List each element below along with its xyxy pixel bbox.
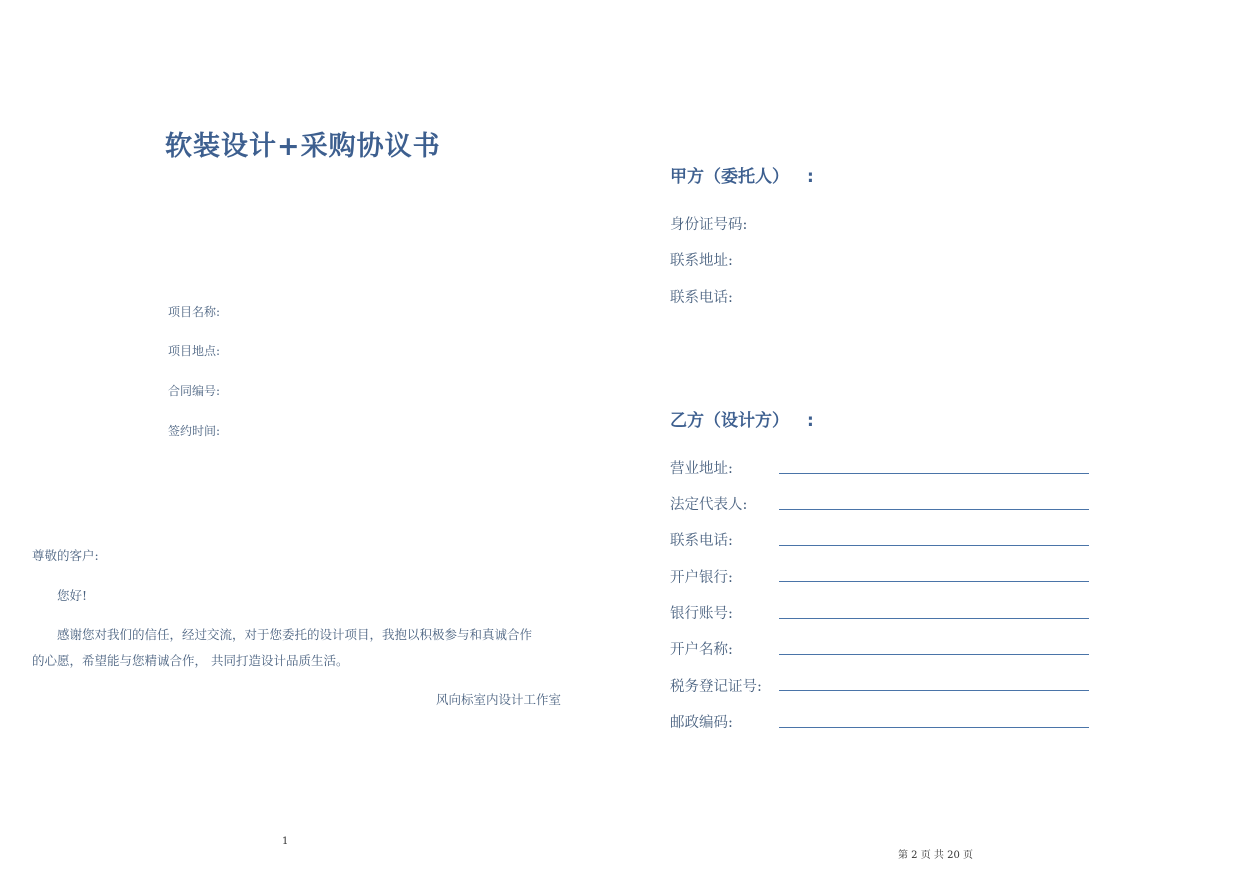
party-a-address-label: 联系地址: <box>670 253 733 269</box>
party-b-account-name-label: 开户名称: <box>670 642 733 658</box>
document-title: 软装设计+采购协议书 <box>165 131 441 162</box>
party-b-business-address-label: 营业地址: <box>670 461 733 477</box>
party-b-postcode-label: 邮政编码: <box>670 715 733 731</box>
party-b-tax-reg-label: 税务登记证号: <box>670 679 762 695</box>
project-location-label: 项目地点: <box>168 344 221 358</box>
party-b-heading <box>670 406 814 431</box>
party-b-account-name-line[interactable] <box>779 654 1089 655</box>
signing-date-label: 签约时间: <box>168 424 221 438</box>
contract-number-label: 合同编号: <box>168 384 221 398</box>
party-a-colon: : <box>807 167 814 187</box>
letter-body-line-1: 感谢您对我们的信任，经过交流，对于您委托的设计项目，我抱以积极参与和真诚合作 <box>57 627 533 642</box>
party-b-bank-line[interactable] <box>779 581 1089 582</box>
page-footer-right: 第 2 页 共 20 页 <box>898 850 973 861</box>
party-a-heading-text: 甲方（委托人） <box>670 167 789 187</box>
salutation: 尊敬的客户: <box>32 548 99 563</box>
party-b-account-label: 银行账号: <box>670 606 733 622</box>
letter-signature: 风向标室内设计工作室 <box>436 692 562 707</box>
party-b-legal-rep-line[interactable] <box>779 509 1089 510</box>
party-b-legal-rep-label: 法定代表人: <box>670 497 748 513</box>
party-b-colon: : <box>807 411 814 431</box>
party-b-phone-line[interactable] <box>779 545 1089 546</box>
party-b-postcode-line[interactable] <box>779 727 1089 728</box>
party-b-tax-reg-line[interactable] <box>779 690 1089 691</box>
party-b-account-line[interactable] <box>779 618 1089 619</box>
party-b-heading-text: 乙方（设计方） <box>670 411 789 431</box>
greeting: 您好! <box>57 588 88 603</box>
project-name-label: 项目名称: <box>168 305 221 319</box>
party-b-phone-label: 联系电话: <box>670 533 733 549</box>
party-a-phone-label: 联系电话: <box>670 290 733 306</box>
party-a-id-number-label: 身份证号码: <box>670 217 748 233</box>
party-b-business-address-line[interactable] <box>779 473 1089 474</box>
letter-body-line-2: 的心愿，希望能与您精诚合作， 共同打造设计品质生活。 <box>32 653 349 668</box>
party-b-bank-label: 开户银行: <box>670 570 733 586</box>
party-a-heading <box>670 162 814 187</box>
page-number-left: 1 <box>282 836 289 847</box>
